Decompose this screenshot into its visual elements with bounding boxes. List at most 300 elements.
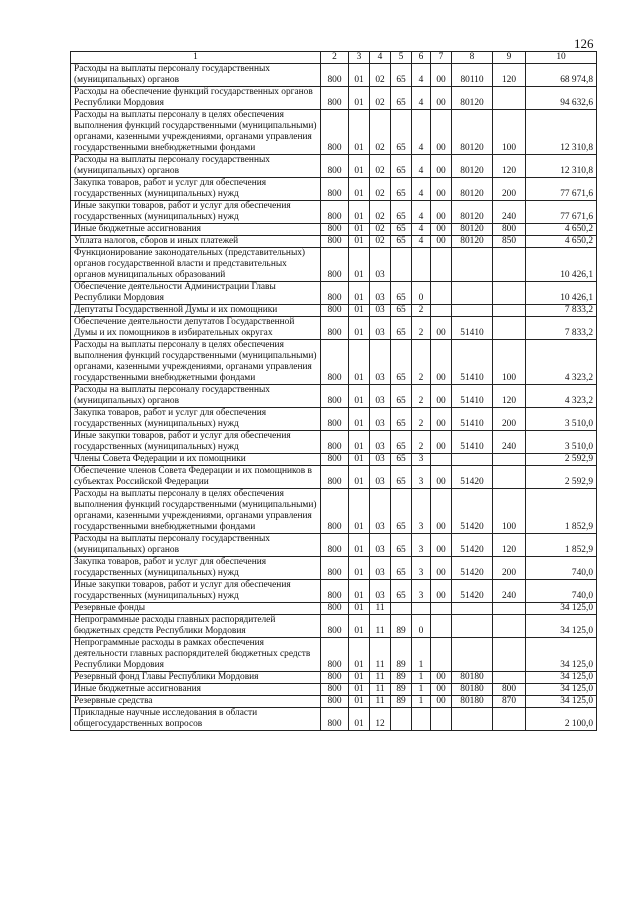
ministry-code-cell: 800 (321, 282, 349, 305)
event-code-cell: 00 (431, 317, 452, 340)
table-row (71, 178, 597, 201)
ministry-code-cell: 800 (321, 638, 349, 672)
event-code-cell: 00 (431, 696, 452, 708)
expense-type-cell (493, 638, 526, 672)
program-code-cell: 65 (391, 454, 412, 466)
program-code-cell: 89 (391, 638, 412, 672)
ministry-code-cell: 800 (321, 603, 349, 615)
column-header: 8 (452, 52, 493, 64)
event-code-cell (431, 603, 452, 615)
ministry-code-cell: 800 (321, 557, 349, 580)
amount-cell: 34 125,0 (526, 638, 597, 672)
expense-type-cell (493, 87, 526, 110)
section-code-cell: 01 (349, 431, 370, 454)
expense-name-cell: Уплата налогов, сборов и иных платежей (71, 236, 321, 248)
subsection-code-cell: 03 (370, 557, 391, 580)
ministry-code-cell: 800 (321, 684, 349, 696)
subprogram-code-cell: 4 (412, 155, 431, 178)
target-code-cell: 51410 (452, 431, 493, 454)
section-code-cell: 01 (349, 282, 370, 305)
expense-name-cell: Расходы на выплаты персоналу в целях обеспечения выполнения функций государственными (муниципальными) органами, казенными учреждениями, органами управления государственными внебюджетными фондами (71, 489, 321, 534)
expense-type-cell: 200 (493, 178, 526, 201)
subprogram-code-cell: 4 (412, 87, 431, 110)
subsection-code-cell: 02 (370, 110, 391, 155)
subsection-code-cell: 02 (370, 178, 391, 201)
expense-type-cell (493, 317, 526, 340)
program-code-cell: 65 (391, 155, 412, 178)
amount-cell: 740,0 (526, 580, 597, 603)
subsection-code-cell: 03 (370, 534, 391, 557)
target-code-cell: 80180 (452, 672, 493, 684)
expense-name-cell: Функционирование законодательных (представительных) органов государственной власти и представительных органов муниципальных образований (71, 248, 321, 282)
target-code-cell: 51420 (452, 534, 493, 557)
target-code-cell: 80110 (452, 64, 493, 87)
expense-type-cell: 100 (493, 489, 526, 534)
event-code-cell (431, 708, 452, 731)
expense-type-cell: 240 (493, 580, 526, 603)
section-code-cell: 01 (349, 385, 370, 408)
program-code-cell: 65 (391, 110, 412, 155)
expense-name-cell: Закупка товаров, работ и услуг для обеспечения государственных (муниципальных) нужд (71, 557, 321, 580)
table-row (71, 317, 597, 340)
table-row (71, 408, 597, 431)
target-code-cell: 51410 (452, 340, 493, 385)
subprogram-code-cell: 1 (412, 638, 431, 672)
ministry-code-cell: 800 (321, 534, 349, 557)
target-code-cell: 80120 (452, 201, 493, 224)
subprogram-code-cell: 4 (412, 224, 431, 236)
target-code-cell: 80120 (452, 178, 493, 201)
amount-cell: 2 592,9 (526, 466, 597, 489)
subsection-code-cell: 03 (370, 248, 391, 282)
expense-type-cell (493, 305, 526, 317)
expense-type-cell: 120 (493, 534, 526, 557)
expense-name-cell: Обеспечение членов Совета Федерации и их помощников в субъектах Российской Федерации (71, 466, 321, 489)
subsection-code-cell: 03 (370, 385, 391, 408)
subsection-code-cell: 11 (370, 638, 391, 672)
ministry-code-cell: 800 (321, 580, 349, 603)
table-row (71, 385, 597, 408)
amount-cell: 12 310,8 (526, 110, 597, 155)
subprogram-code-cell (412, 708, 431, 731)
expense-type-cell: 800 (493, 684, 526, 696)
subprogram-code-cell: 3 (412, 454, 431, 466)
subsection-code-cell: 11 (370, 672, 391, 684)
subprogram-code-cell: 4 (412, 64, 431, 87)
section-code-cell: 01 (349, 708, 370, 731)
subprogram-code-cell: 0 (412, 282, 431, 305)
target-code-cell: 51410 (452, 408, 493, 431)
ministry-code-cell: 800 (321, 87, 349, 110)
expense-name-cell: Закупка товаров, работ и услуг для обеспечения государственных (муниципальных) нужд (71, 178, 321, 201)
column-header: 4 (370, 52, 391, 64)
budget-table (70, 51, 597, 731)
table-row (71, 489, 597, 534)
ministry-code-cell: 800 (321, 64, 349, 87)
expense-type-cell (493, 603, 526, 615)
table-row (71, 615, 597, 638)
event-code-cell: 00 (431, 87, 452, 110)
event-code-cell: 00 (431, 466, 452, 489)
subsection-code-cell: 03 (370, 340, 391, 385)
expense-type-cell (493, 248, 526, 282)
subprogram-code-cell: 3 (412, 557, 431, 580)
column-header: 5 (391, 52, 412, 64)
expense-name-cell: Прикладные научные исследования в области общегосударственных вопросов (71, 708, 321, 731)
expense-name-cell: Иные бюджетные ассигнования (71, 684, 321, 696)
expense-name-cell: Расходы на выплаты персоналу государственных (муниципальных) органов (71, 155, 321, 178)
header-row (71, 52, 597, 64)
expense-type-cell (493, 454, 526, 466)
event-code-cell: 00 (431, 340, 452, 385)
subprogram-code-cell (412, 248, 431, 282)
target-code-cell: 51420 (452, 557, 493, 580)
expense-type-cell: 870 (493, 696, 526, 708)
ministry-code-cell: 800 (321, 340, 349, 385)
table-row (71, 155, 597, 178)
subsection-code-cell: 02 (370, 201, 391, 224)
ministry-code-cell: 800 (321, 385, 349, 408)
program-code-cell: 89 (391, 696, 412, 708)
program-code-cell (391, 603, 412, 615)
section-code-cell: 01 (349, 224, 370, 236)
expense-name-cell: Иные закупки товаров, работ и услуг для обеспечения государственных (муниципальных) нужд (71, 201, 321, 224)
column-header: 9 (493, 52, 526, 64)
section-code-cell: 01 (349, 557, 370, 580)
ministry-code-cell: 800 (321, 110, 349, 155)
expense-type-cell: 120 (493, 155, 526, 178)
amount-cell: 34 125,0 (526, 615, 597, 638)
column-header: 6 (412, 52, 431, 64)
table-row (71, 466, 597, 489)
subprogram-code-cell: 2 (412, 340, 431, 385)
section-code-cell: 01 (349, 489, 370, 534)
subprogram-code-cell: 1 (412, 684, 431, 696)
subsection-code-cell: 03 (370, 489, 391, 534)
event-code-cell: 00 (431, 201, 452, 224)
table-row (71, 672, 597, 684)
program-code-cell: 65 (391, 489, 412, 534)
subprogram-code-cell (412, 603, 431, 615)
amount-cell: 34 125,0 (526, 684, 597, 696)
section-code-cell: 01 (349, 155, 370, 178)
subsection-code-cell: 03 (370, 408, 391, 431)
table-row (71, 454, 597, 466)
expense-name-cell: Расходы на обеспечение функций государственных органов Республики Мордовия (71, 87, 321, 110)
target-code-cell (452, 248, 493, 282)
subsection-code-cell: 11 (370, 615, 391, 638)
expense-type-cell: 200 (493, 408, 526, 431)
target-code-cell (452, 454, 493, 466)
event-code-cell (431, 638, 452, 672)
program-code-cell: 65 (391, 385, 412, 408)
subprogram-code-cell: 4 (412, 110, 431, 155)
amount-cell: 34 125,0 (526, 603, 597, 615)
ministry-code-cell: 800 (321, 431, 349, 454)
expense-name-cell: Расходы на выплаты персоналу государственных (муниципальных) органов (71, 385, 321, 408)
table-row (71, 638, 597, 672)
table-row (71, 305, 597, 317)
target-code-cell: 51420 (452, 489, 493, 534)
expense-name-cell: Депутаты Государственной Думы и их помощники (71, 305, 321, 317)
event-code-cell: 00 (431, 385, 452, 408)
amount-cell: 10 426,1 (526, 282, 597, 305)
expense-type-cell: 800 (493, 224, 526, 236)
program-code-cell: 65 (391, 305, 412, 317)
target-code-cell (452, 282, 493, 305)
expense-name-cell: Закупка товаров, работ и услуг для обеспечения государственных (муниципальных) нужд (71, 408, 321, 431)
amount-cell: 3 510,0 (526, 408, 597, 431)
subprogram-code-cell: 2 (412, 305, 431, 317)
subsection-code-cell: 02 (370, 87, 391, 110)
ministry-code-cell: 800 (321, 408, 349, 431)
subsection-code-cell: 02 (370, 155, 391, 178)
section-code-cell: 01 (349, 201, 370, 224)
event-code-cell: 00 (431, 408, 452, 431)
target-code-cell (452, 615, 493, 638)
amount-cell: 4 650,2 (526, 224, 597, 236)
subprogram-code-cell: 2 (412, 385, 431, 408)
target-code-cell: 80120 (452, 224, 493, 236)
event-code-cell: 00 (431, 64, 452, 87)
section-code-cell: 01 (349, 317, 370, 340)
subsection-code-cell: 03 (370, 580, 391, 603)
event-code-cell: 00 (431, 672, 452, 684)
ministry-code-cell: 800 (321, 708, 349, 731)
section-code-cell: 01 (349, 236, 370, 248)
expense-name-cell: Иные закупки товаров, работ и услуг для обеспечения государственных (муниципальных) нужд (71, 580, 321, 603)
page-number: 126 (574, 36, 594, 51)
amount-cell: 77 671,6 (526, 201, 597, 224)
section-code-cell: 01 (349, 603, 370, 615)
subsection-code-cell: 11 (370, 603, 391, 615)
amount-cell: 3 510,0 (526, 431, 597, 454)
ministry-code-cell: 800 (321, 615, 349, 638)
amount-cell: 94 632,6 (526, 87, 597, 110)
expense-type-cell: 120 (493, 385, 526, 408)
subsection-code-cell: 11 (370, 684, 391, 696)
expense-type-cell: 100 (493, 340, 526, 385)
table-row (71, 248, 597, 282)
section-code-cell: 01 (349, 110, 370, 155)
ministry-code-cell: 800 (321, 317, 349, 340)
program-code-cell: 89 (391, 684, 412, 696)
program-code-cell: 65 (391, 236, 412, 248)
amount-cell: 68 974,8 (526, 64, 597, 87)
subprogram-code-cell: 4 (412, 201, 431, 224)
section-code-cell: 01 (349, 248, 370, 282)
ministry-code-cell: 800 (321, 672, 349, 684)
expense-name-cell: Расходы на выплаты персоналу государственных (муниципальных) органов (71, 534, 321, 557)
event-code-cell (431, 615, 452, 638)
expense-name-cell: Члены Совета Федерации и их помощники (71, 454, 321, 466)
event-code-cell: 00 (431, 178, 452, 201)
expense-type-cell: 100 (493, 110, 526, 155)
amount-cell: 2 592,9 (526, 454, 597, 466)
ministry-code-cell: 800 (321, 305, 349, 317)
expense-type-cell: 240 (493, 201, 526, 224)
expense-name-cell: Иные бюджетные ассигнования (71, 224, 321, 236)
expense-name-cell: Обеспечение деятельности депутатов Государственной Думы и их помощников в избирательных округах (71, 317, 321, 340)
target-code-cell (452, 638, 493, 672)
program-code-cell: 65 (391, 224, 412, 236)
event-code-cell: 00 (431, 684, 452, 696)
amount-cell: 34 125,0 (526, 696, 597, 708)
table-row (71, 340, 597, 385)
ministry-code-cell: 800 (321, 236, 349, 248)
subprogram-code-cell: 0 (412, 615, 431, 638)
amount-cell: 7 833,2 (526, 317, 597, 340)
ministry-code-cell: 800 (321, 248, 349, 282)
event-code-cell: 00 (431, 580, 452, 603)
expense-name-cell: Расходы на выплаты персоналу в целях обеспечения выполнения функций государственными (муниципальными) органами, казенными учреждениями, органами управления государственными внебюджетными фондами (71, 110, 321, 155)
target-code-cell: 51410 (452, 385, 493, 408)
column-header: 10 (526, 52, 597, 64)
section-code-cell: 01 (349, 305, 370, 317)
ministry-code-cell: 800 (321, 201, 349, 224)
column-header: 3 (349, 52, 370, 64)
amount-cell: 1 852,9 (526, 534, 597, 557)
subprogram-code-cell: 2 (412, 408, 431, 431)
program-code-cell (391, 248, 412, 282)
ministry-code-cell: 800 (321, 454, 349, 466)
amount-cell: 4 650,2 (526, 236, 597, 248)
section-code-cell: 01 (349, 534, 370, 557)
table-row (71, 696, 597, 708)
target-code-cell (452, 603, 493, 615)
program-code-cell: 65 (391, 87, 412, 110)
subprogram-code-cell: 2 (412, 431, 431, 454)
subprogram-code-cell: 1 (412, 672, 431, 684)
program-code-cell: 65 (391, 317, 412, 340)
event-code-cell: 00 (431, 489, 452, 534)
expense-type-cell (493, 282, 526, 305)
ministry-code-cell: 800 (321, 489, 349, 534)
amount-cell: 1 852,9 (526, 489, 597, 534)
section-code-cell: 01 (349, 684, 370, 696)
section-code-cell: 01 (349, 638, 370, 672)
target-code-cell: 51410 (452, 317, 493, 340)
amount-cell: 7 833,2 (526, 305, 597, 317)
subprogram-code-cell: 3 (412, 466, 431, 489)
subsection-code-cell: 12 (370, 708, 391, 731)
program-code-cell: 65 (391, 580, 412, 603)
event-code-cell (431, 248, 452, 282)
event-code-cell (431, 282, 452, 305)
subsection-code-cell: 02 (370, 64, 391, 87)
ministry-code-cell: 800 (321, 178, 349, 201)
target-code-cell (452, 708, 493, 731)
section-code-cell: 01 (349, 87, 370, 110)
table-row (71, 534, 597, 557)
expense-type-cell: 120 (493, 64, 526, 87)
subprogram-code-cell: 3 (412, 489, 431, 534)
section-code-cell: 01 (349, 580, 370, 603)
expense-type-cell (493, 466, 526, 489)
section-code-cell: 01 (349, 466, 370, 489)
program-code-cell: 89 (391, 615, 412, 638)
program-code-cell: 65 (391, 340, 412, 385)
target-code-cell: 80180 (452, 696, 493, 708)
amount-cell: 4 323,2 (526, 340, 597, 385)
target-code-cell: 51420 (452, 466, 493, 489)
event-code-cell: 00 (431, 155, 452, 178)
target-code-cell: 80120 (452, 236, 493, 248)
expense-type-cell: 240 (493, 431, 526, 454)
program-code-cell: 65 (391, 282, 412, 305)
expense-name-cell: Непрограммные расходы в рамках обеспечения деятельности главных распорядителей бюджетных средств Республики Мордовия (71, 638, 321, 672)
event-code-cell: 00 (431, 110, 452, 155)
table-body (71, 64, 597, 731)
expense-name-cell: Иные закупки товаров, работ и услуг для обеспечения государственных (муниципальных) нужд (71, 431, 321, 454)
event-code-cell: 00 (431, 236, 452, 248)
section-code-cell: 01 (349, 64, 370, 87)
table-row (71, 64, 597, 87)
expense-name-cell: Непрограммные расходы главных распорядителей бюджетных средств Республики Мордовия (71, 615, 321, 638)
program-code-cell: 65 (391, 64, 412, 87)
amount-cell: 740,0 (526, 557, 597, 580)
subprogram-code-cell: 3 (412, 534, 431, 557)
section-code-cell: 01 (349, 408, 370, 431)
subsection-code-cell: 03 (370, 466, 391, 489)
subsection-code-cell: 03 (370, 317, 391, 340)
expense-type-cell: 200 (493, 557, 526, 580)
section-code-cell: 01 (349, 615, 370, 638)
program-code-cell (391, 708, 412, 731)
table-row (71, 580, 597, 603)
event-code-cell: 00 (431, 557, 452, 580)
column-header: 1 (71, 52, 321, 64)
event-code-cell: 00 (431, 534, 452, 557)
event-code-cell: 00 (431, 224, 452, 236)
table-row (71, 224, 597, 236)
expense-type-cell (493, 615, 526, 638)
subsection-code-cell: 03 (370, 282, 391, 305)
subsection-code-cell: 03 (370, 431, 391, 454)
subprogram-code-cell: 4 (412, 178, 431, 201)
event-code-cell: 00 (431, 431, 452, 454)
target-code-cell: 80120 (452, 87, 493, 110)
target-code-cell (452, 305, 493, 317)
ministry-code-cell: 800 (321, 224, 349, 236)
table-row (71, 201, 597, 224)
program-code-cell: 65 (391, 466, 412, 489)
subprogram-code-cell: 4 (412, 236, 431, 248)
section-code-cell: 01 (349, 454, 370, 466)
table-row (71, 708, 597, 731)
program-code-cell: 65 (391, 557, 412, 580)
ministry-code-cell: 800 (321, 155, 349, 178)
event-code-cell (431, 454, 452, 466)
expense-name-cell: Обеспечение деятельности Администрации Главы Республики Мордовия (71, 282, 321, 305)
expense-name-cell: Расходы на выплаты персоналу государственных (муниципальных) органов (71, 64, 321, 87)
column-header: 2 (321, 52, 349, 64)
section-code-cell: 01 (349, 340, 370, 385)
program-code-cell: 65 (391, 178, 412, 201)
subprogram-code-cell: 1 (412, 696, 431, 708)
program-code-cell: 65 (391, 408, 412, 431)
table-row (71, 110, 597, 155)
ministry-code-cell: 800 (321, 466, 349, 489)
expense-name-cell: Резервные фонды (71, 603, 321, 615)
subsection-code-cell: 03 (370, 454, 391, 466)
section-code-cell: 01 (349, 672, 370, 684)
amount-cell: 12 310,8 (526, 155, 597, 178)
amount-cell: 77 671,6 (526, 178, 597, 201)
subsection-code-cell: 03 (370, 305, 391, 317)
table-row (71, 431, 597, 454)
subprogram-code-cell: 2 (412, 317, 431, 340)
